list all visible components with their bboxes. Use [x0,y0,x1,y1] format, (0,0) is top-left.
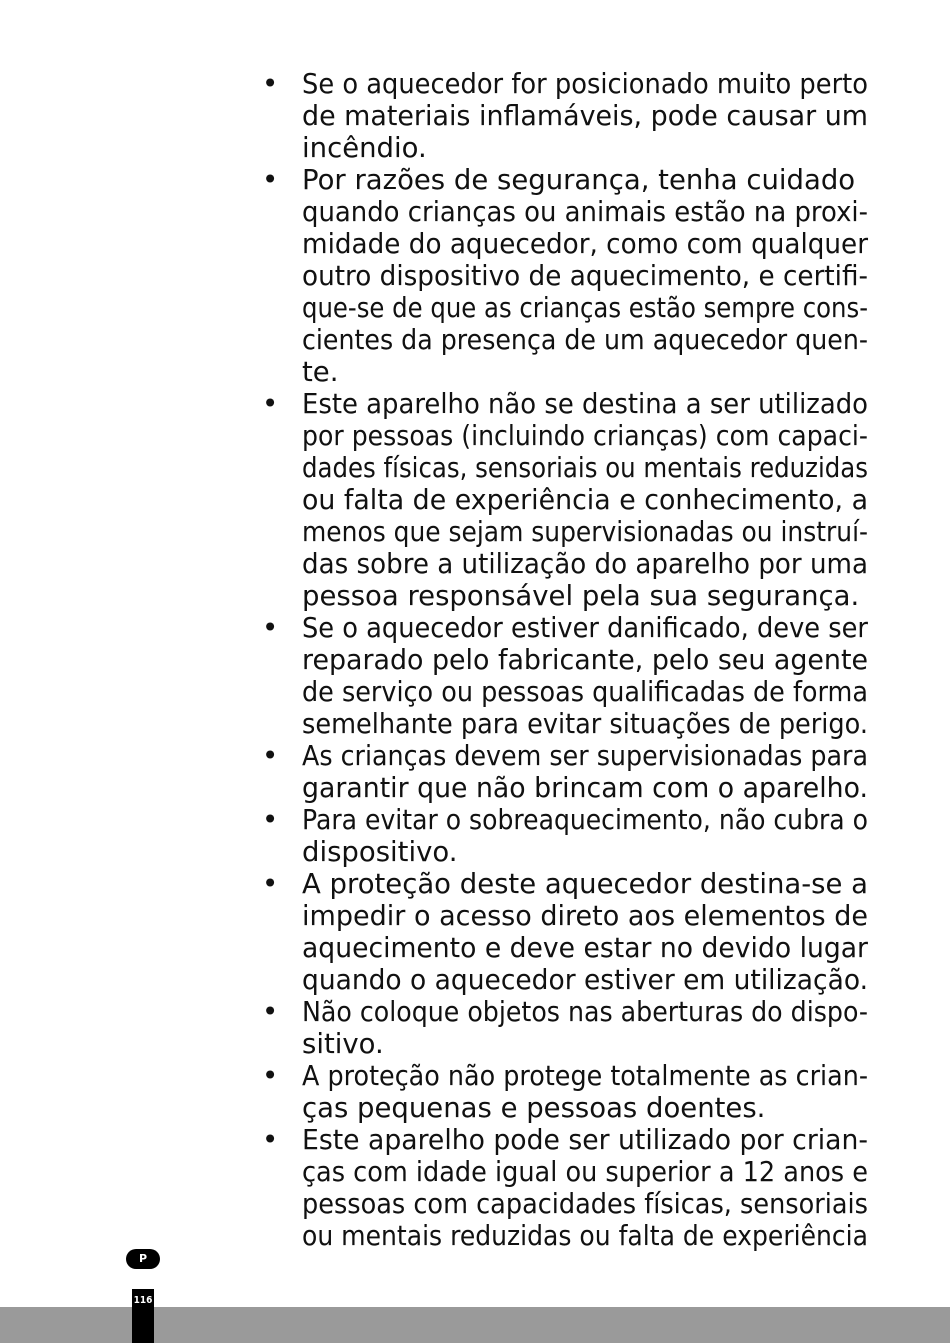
bullet-dot: • [262,804,279,836]
text-line: ou mentais reduzidas ou falta de experiência [302,1220,868,1252]
text-line: dispositivo. [302,836,458,868]
bullet-dot: • [262,68,279,100]
bullet-item [262,804,868,868]
bullet-text [302,1124,868,1252]
text-line: reparado pelo fabricante, pelo seu agente [302,644,868,676]
bullet-text [302,388,868,612]
bullet-text [302,164,868,388]
text-line: A proteção deste aquecedor destina-se a [302,868,868,900]
text-line: cientes da presença de um aquecedor quen- [302,324,868,356]
bullet-item [262,68,868,164]
bullet-dot: • [262,164,279,196]
text-line: quando crianças ou animais estão na proxi- [302,196,868,228]
bullet-dot: • [262,612,279,644]
text-line: ou falta de experiência e conhecimento, a [302,484,868,516]
bullet-text [302,612,868,740]
bullet-dot: • [262,388,279,420]
bullet-item [262,740,868,804]
text-line: semelhante para evitar situações de perigo. [302,708,868,740]
text-line: sitivo. [302,1028,384,1060]
text-line: Para evitar o sobreaquecimento, não cubra o [302,804,868,836]
document-body [262,68,868,1252]
text-line: Este aparelho pode ser utilizado por crian- [302,1124,868,1156]
bullet-dot: • [262,868,279,900]
bullet-item [262,1124,868,1252]
safety-bullet-list [262,68,868,1252]
bullet-dot: • [262,1124,279,1156]
text-line: garantir que não brincam com o aparelho. [302,772,868,804]
language-badge: P [126,1249,160,1269]
bullet-text [302,1060,868,1124]
text-line: impedir o acesso direto aos elementos de [302,900,868,932]
text-line: por pessoas (incluindo crianças) com capaci- [302,420,868,452]
text-line: ças pequenas e pessoas doentes. [302,1092,766,1124]
bullet-item [262,612,868,740]
text-line: de serviço ou pessoas qualificadas de forma [302,676,868,708]
text-line: outro dispositivo de aquecimento, e certifi- [302,260,868,292]
text-line: que-se de que as crianças estão sempre cons- [302,292,868,324]
text-line: dades físicas, sensoriais ou mentais reduzidas [302,452,868,484]
bullet-text [302,68,868,164]
text-line: midade do aquecedor, como com qualquer [302,228,868,260]
bullet-text [302,868,868,996]
page-number: 116 [133,1295,153,1306]
text-line: quando o aquecedor estiver em utilização. [302,964,868,996]
text-line: A proteção não protege totalmente as crian- [302,1060,868,1092]
bullet-item [262,1060,868,1124]
text-line: de materiais inflamáveis, pode causar um [302,100,868,132]
text-line: Este aparelho não se destina a ser utilizado [302,388,868,420]
bullet-text [302,996,868,1060]
bullet-dot: • [262,996,279,1028]
bullet-item [262,868,868,996]
text-line: menos que sejam supervisionadas ou instruí- [302,516,868,548]
bullet-item [262,164,868,388]
text-line: Por razões de segurança, tenha cuidado [302,164,856,196]
text-line: ças com idade igual ou superior a 12 anos e [302,1156,868,1188]
text-line: Se o aquecedor estiver danificado, deve ser [302,612,868,644]
bullet-dot: • [262,740,279,772]
text-line: Não coloque objetos nas aberturas do dispo- [302,996,868,1028]
text-line: te. [302,356,339,388]
bullet-text [302,740,868,804]
bullet-item [262,388,868,612]
bullet-dot: • [262,1060,279,1092]
bullet-item [262,996,868,1060]
text-line: das sobre a utilização do aparelho por uma [302,548,868,580]
text-line: aquecimento e deve estar no devido lugar [302,932,868,964]
text-line: As crianças devem ser supervisionadas para [302,740,868,772]
text-line: incêndio. [302,132,427,164]
text-line: pessoa responsável pela sua segurança. [302,580,860,612]
text-line: Se o aquecedor for posicionado muito perto [302,68,868,100]
text-line: pessoas com capacidades físicas, sensoriais [302,1188,868,1220]
bullet-text [302,804,868,868]
